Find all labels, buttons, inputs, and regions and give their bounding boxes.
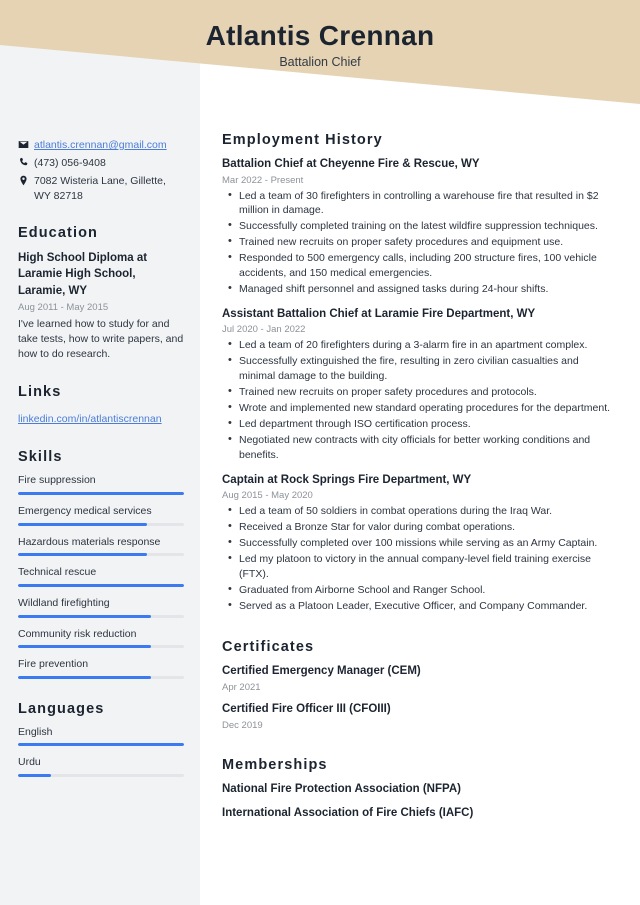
skill-bar-track — [18, 645, 184, 648]
email-link[interactable]: atlantis.crennan@gmail.com — [34, 139, 167, 151]
language-item — [18, 726, 184, 747]
membership-item: International Association of Fire Chiefs (IAFC) — [222, 807, 474, 820]
envelope-icon — [18, 138, 34, 150]
address-text: 7082 Wisteria Lane, Gillette, WY 82718 — [34, 175, 166, 202]
job-date: Mar 2022 - Present — [222, 174, 304, 186]
language-bar-fill — [18, 774, 51, 777]
skill-bar-track — [18, 676, 184, 679]
skill-bar-track — [18, 553, 184, 556]
skill-item — [18, 628, 184, 649]
job-date: Jul 2020 - Jan 2022 — [222, 324, 306, 336]
language-bar-track — [18, 774, 184, 777]
skill-bar-fill — [18, 676, 151, 679]
certificate-title: Certified Fire Officer III (CFOIII) — [222, 703, 391, 715]
language-label: Urdu — [18, 756, 41, 769]
job-bullet: • Responded to 500 emergency calls, including 200 structure fires, 100 vehicle accidents, and 150 medical emergencies. — [222, 251, 616, 281]
job-role-subtitle: Battalion Chief — [279, 55, 361, 70]
skill-item — [18, 505, 184, 526]
certificate-item — [222, 702, 616, 731]
language-bar-fill — [18, 743, 184, 746]
job-bullet: • Successfully extinguished the fire, resulting in zero civilian casualties and minimal damage to the building. — [222, 354, 616, 384]
skill-bar-fill — [18, 553, 147, 556]
skill-item — [18, 536, 184, 557]
job-bullet-list — [222, 504, 616, 613]
skill-bar-fill — [18, 645, 151, 648]
membership-item: National Fire Protection Association (NFPA) — [222, 782, 461, 795]
languages-list — [18, 726, 184, 777]
language-item — [18, 756, 184, 777]
contact-row-address — [18, 174, 184, 202]
contact-list — [18, 138, 184, 203]
certificate-date: Dec 2019 — [222, 719, 263, 731]
job-title: Battalion Chief at Cheyenne Fire & Rescue, WY — [222, 158, 480, 170]
education-entry — [18, 250, 184, 363]
certificate-item — [222, 664, 616, 693]
contact-row-phone — [18, 156, 184, 170]
education-heading: Education — [18, 224, 98, 241]
skill-bar-track — [18, 523, 184, 526]
job-bullet: • Led a team of 50 soldiers in combat operations during the Iraq War. — [222, 504, 616, 519]
skill-item — [18, 566, 184, 587]
job-bullet-list — [222, 189, 616, 297]
skill-label: Fire suppression — [18, 474, 96, 487]
education-date: Aug 2011 - May 2015 — [18, 301, 109, 313]
skill-item — [18, 658, 184, 679]
education-title: High School Diploma at Laramie High School, Laramie, WY — [18, 251, 148, 298]
skill-label: Emergency medical services — [18, 505, 152, 517]
skill-bar-track — [18, 615, 184, 618]
job-bullet-list — [222, 338, 616, 462]
phone-number: (473) 056-9408 — [34, 157, 106, 170]
employment-history-heading: Employment History — [222, 132, 383, 148]
education-description: I've learned how to study for and take tests, how to write papers, and how to do research. — [18, 317, 184, 361]
skill-bar-fill — [18, 523, 147, 526]
job-bullet: • Managed shift personnel and assigned tasks during 24-hour shifts. — [222, 282, 616, 297]
certificates-heading: Certificates — [222, 639, 315, 656]
sidebar — [0, 0, 200, 787]
job-title: Assistant Battalion Chief at Laramie Fire Department, WY — [222, 307, 536, 320]
location-pin-icon — [18, 174, 34, 186]
job-bullet: • Received a Bronze Star for valor during combat operations. — [222, 520, 616, 535]
phone-icon — [18, 156, 34, 168]
main-column — [200, 0, 640, 831]
skill-bar-fill — [18, 584, 184, 587]
language-bar-track — [18, 743, 184, 746]
contact-row-email — [18, 138, 184, 152]
certificate-date: Apr 2021 — [222, 682, 261, 693]
skill-label: Fire prevention — [18, 658, 89, 671]
skill-bar-fill — [18, 615, 151, 618]
skill-label: Community risk reduction — [18, 627, 137, 640]
job-bullet: • Successfully completed training on the latest wildfire suppression techniques. — [222, 219, 616, 234]
job-bullet: • Trained new recruits on proper safety procedures and equipment use. — [222, 235, 616, 250]
job-entry — [222, 473, 616, 614]
job-bullet: • Wrote and implemented new standard operating procedures for the department. — [222, 401, 616, 416]
email-link-wrapper[interactable] — [34, 138, 184, 152]
skills-list — [18, 474, 184, 678]
job-bullet: • Graduated from Airborne School and Ranger School. — [222, 583, 616, 598]
skill-label: Hazardous materials response — [18, 535, 161, 548]
job-entry — [222, 307, 616, 463]
certificate-title: Certified Emergency Manager (CEM) — [222, 665, 421, 678]
language-label: English — [18, 725, 53, 738]
skill-item — [18, 597, 184, 618]
job-bullet: • Led department through ISO certification process. — [222, 417, 616, 432]
page-title: Atlantis Crennan — [205, 20, 435, 51]
skill-bar-fill — [18, 492, 184, 495]
job-bullet: • Led a team of 30 firefighters in controlling a warehouse fire that resulted in $2 million in damage. — [222, 189, 616, 219]
links-heading: Links — [18, 384, 62, 401]
skill-item — [18, 474, 184, 495]
job-bullet: • Successfully completed over 100 missions while serving as an Army Captain. — [222, 536, 616, 551]
linkedin-link[interactable]: linkedin.com/in/atlantiscrennan — [18, 413, 162, 426]
job-bullet: • Led my platoon to victory in the annual company-level field training exercise (FTX). — [222, 552, 616, 582]
skill-label: Wildland firefighting — [18, 596, 110, 609]
skill-bar-track — [18, 492, 184, 495]
job-bullet: • Served as a Platoon Leader, Executive Officer, and Company Commander. — [222, 599, 616, 614]
languages-heading: Languages — [18, 700, 105, 717]
job-entry — [222, 157, 616, 297]
job-bullet: • Led a team of 20 firefighters during a 3-alarm fire in an apartment complex. — [222, 338, 616, 353]
job-title: Captain at Rock Springs Fire Department, WY — [222, 473, 472, 486]
job-bullet: • Trained new recruits on proper safety procedures and protocols. — [222, 385, 616, 400]
memberships-heading: Memberships — [222, 756, 328, 773]
skills-heading: Skills — [18, 449, 63, 466]
skill-label: Technical rescue — [18, 566, 97, 579]
job-date: Aug 2015 - May 2020 — [222, 490, 313, 502]
skill-bar-track — [18, 584, 184, 587]
job-bullet: • Negotiated new contracts with city officials for better working conditions and benefits. — [222, 433, 616, 463]
